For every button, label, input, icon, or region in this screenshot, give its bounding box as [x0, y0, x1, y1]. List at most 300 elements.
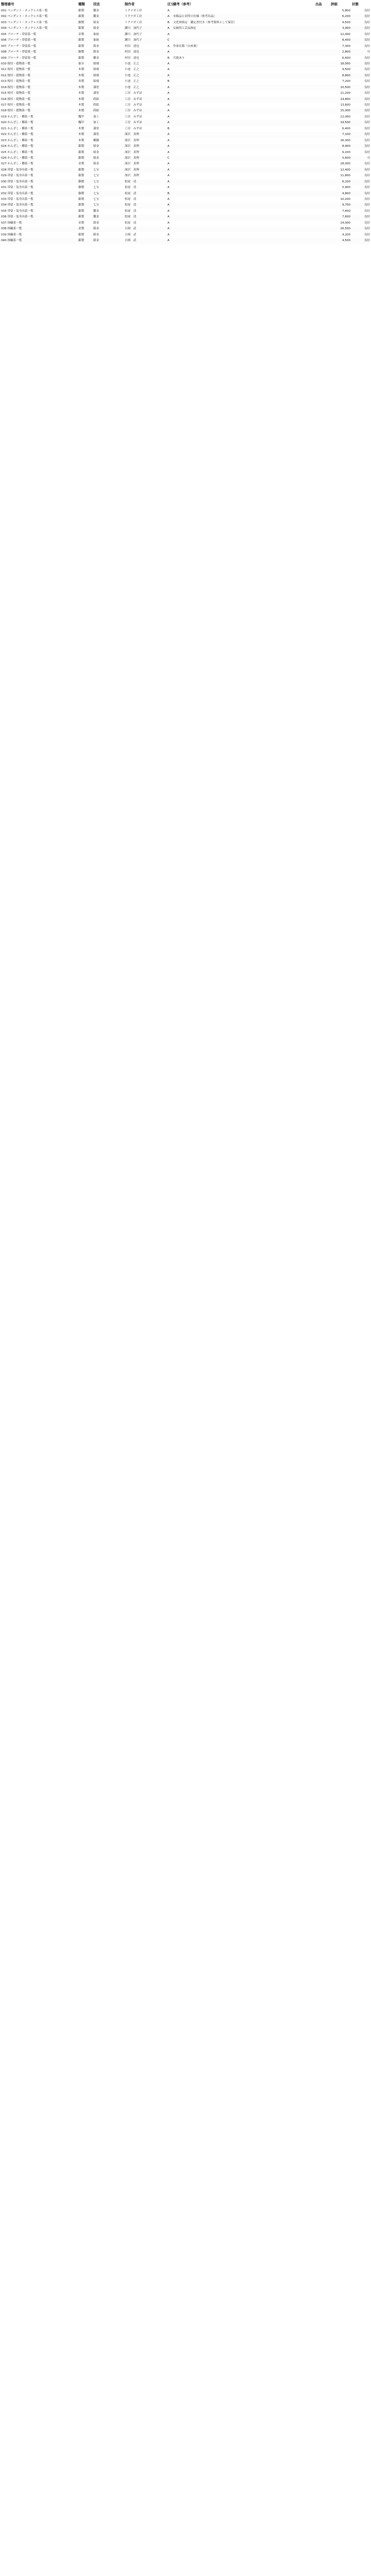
cell-out [315, 232, 330, 238]
cell-cat: 銀製 [78, 44, 85, 48]
cell-out [315, 79, 330, 84]
cell-amt: 22,000 [340, 115, 350, 118]
cell-out [315, 44, 330, 49]
cell-tech: 螺鈿 [93, 139, 99, 142]
cell-ship: 良好 [364, 198, 370, 201]
cell-cat: 銀製 [78, 39, 85, 42]
cell-out [315, 238, 330, 244]
cell-cat: 木製 [78, 92, 85, 95]
cell-place: 松尾 清 [125, 180, 137, 183]
cell-place: 吉岡 武 [125, 239, 137, 243]
cell-amt: 28,000 [340, 162, 350, 166]
cell-place: 松尾 清 [125, 215, 137, 219]
cell-out [315, 156, 330, 161]
cell-cat: 金製 [78, 32, 85, 36]
cell-num: 019 かんざし・櫛系一覧 [1, 115, 33, 118]
cell-reason: C [167, 156, 170, 160]
cell-tech: 彫金 [93, 162, 99, 166]
cell-place: 松尾 清 [125, 198, 137, 201]
cell-tech: 鍛金 [93, 15, 99, 19]
cell-place: 瀬川 加代子 [125, 32, 142, 36]
table-row [0, 67, 371, 73]
header-cat: 種類 [78, 2, 85, 6]
cell-num: 040 指輪系一覧 [1, 239, 22, 243]
cell-cat: 銀製 [78, 27, 85, 30]
table-row [0, 150, 371, 156]
cell-cat: 銀製 [78, 145, 85, 148]
cell-reason: A [167, 15, 170, 19]
cell-out [315, 38, 330, 43]
cell-out [315, 150, 330, 156]
cell-ref [173, 8, 313, 14]
cell-cat: 木製 [78, 127, 85, 130]
cell-cat: 銅製 [78, 21, 85, 24]
table-body [0, 8, 371, 244]
cell-amt: 12,400 [340, 168, 350, 172]
cell-place: 工房 みずほ [125, 97, 142, 101]
cell-reason: A [167, 174, 170, 178]
cell-reason: A [167, 198, 170, 201]
cell-cat: 角製 [78, 80, 85, 83]
cell-ref: 市販品と同等の仕様（参考出品） [173, 15, 216, 19]
cell-ref [173, 91, 313, 96]
cell-amt: 4,500 [342, 21, 350, 24]
cell-tech: 七宝 [93, 198, 99, 201]
cell-amt: 5,900 [342, 186, 350, 190]
table-row [0, 238, 371, 244]
cell-cat: 銀製 [78, 9, 85, 12]
cell-ref [173, 38, 313, 43]
cell-ship: 良好 [364, 227, 370, 231]
cell-tech: 鋳金 [93, 233, 99, 236]
cell-tech: 漆塗 [93, 133, 99, 137]
cell-cat: 木製 [78, 104, 85, 107]
cell-out [315, 226, 330, 232]
cell-ship: 良好 [364, 145, 370, 148]
cell-amt: 7,600 [342, 215, 350, 219]
cell-num: 022 かんざし・櫛系一覧 [1, 133, 33, 137]
cell-cat: 銀製 [78, 198, 85, 201]
cell-ship: 良好 [364, 104, 370, 107]
cell-place: 小池 正之 [125, 74, 139, 77]
cell-reason: A [167, 150, 170, 154]
cell-reason: A [167, 209, 170, 213]
cell-tech: 彫刻 [93, 80, 99, 83]
table-row [0, 144, 371, 149]
cell-reason: A [167, 68, 170, 72]
cell-place: 深沢 真理 [125, 133, 139, 137]
cell-place: 吉岡 武 [125, 233, 137, 236]
cell-ref [173, 73, 313, 79]
cell-reason: A [167, 145, 170, 148]
cell-amt: 2,800 [342, 50, 350, 54]
cell-amt: 10,500 [340, 86, 350, 89]
table-row [0, 49, 371, 55]
cell-place: 小池 正之 [125, 86, 139, 89]
cell-ref [173, 32, 313, 38]
table-row [0, 120, 371, 126]
cell-reason: B [167, 21, 170, 24]
cell-num: 016 根付・提物系一覧 [1, 97, 31, 101]
cell-num: 021 かんざし・櫛系一覧 [1, 127, 33, 130]
cell-ship: 良好 [364, 92, 370, 95]
cell-place: 深沢 真理 [125, 145, 139, 148]
cell-ref: 作家在銘（台座裏） [173, 44, 199, 48]
table-row [0, 138, 371, 144]
cell-num: 032 帯留・装身具系一覧 [1, 192, 33, 195]
cell-reason: A [167, 204, 170, 207]
table-row [0, 167, 371, 173]
cell-place: 吉岡 武 [125, 227, 137, 231]
cell-amt: 5,800 [342, 9, 350, 12]
cell-ref [173, 132, 313, 138]
cell-cat: 木製 [78, 74, 85, 77]
cell-ship: 良好 [364, 168, 370, 172]
cell-cat: 金製 [78, 227, 85, 231]
cell-tech: 彫金 [93, 27, 99, 30]
cell-place: 瀬川 加代子 [125, 39, 142, 42]
cell-place: 深沢 真理 [125, 162, 139, 166]
cell-ship: 良好 [364, 15, 370, 19]
cell-ship: 良好 [364, 215, 370, 219]
cell-ship: 良好 [364, 127, 370, 130]
cell-amt: 4,800 [342, 192, 350, 195]
cell-ref [173, 191, 313, 197]
cell-amt: 11,800 [340, 174, 350, 178]
cell-num: 035 帯留・装身具系一覧 [1, 209, 33, 213]
cell-out [315, 209, 330, 214]
cell-place: 松尾 清 [125, 186, 137, 190]
cell-place: 深沢 真理 [125, 156, 139, 160]
cell-num: 003 ペンダント・ネックレス系一覧 [1, 21, 48, 24]
cell-reason: C [167, 39, 170, 42]
cell-tech: 鋳金 [93, 44, 99, 48]
cell-out [315, 91, 330, 96]
cell-cat: 金製 [78, 221, 85, 225]
cell-amt: 11,200 [340, 92, 350, 95]
cell-num: 026 かんざし・櫛系一覧 [1, 156, 33, 160]
cell-amt: 26,500 [340, 227, 350, 231]
cell-reason: A [167, 44, 170, 48]
cell-ref [173, 85, 313, 91]
cell-ship: 良好 [364, 62, 370, 65]
cell-num: 039 指輪系一覧 [1, 233, 22, 236]
cell-ref [173, 108, 313, 114]
table-row [0, 202, 371, 208]
cell-place: 松尾 清 [125, 204, 137, 207]
cell-place: 松尾 清 [125, 192, 137, 195]
cell-tech: 彫金 [93, 150, 99, 154]
cell-reason: A [167, 121, 170, 125]
cell-ship: 良好 [364, 162, 370, 166]
cell-cat: 銀製 [78, 156, 85, 160]
cell-reason: A [167, 180, 170, 183]
cell-tech: 鍛金 [93, 215, 99, 219]
cell-tech: 鍛金 [93, 209, 99, 213]
cell-reason: A [167, 133, 170, 137]
cell-reason: A [167, 227, 170, 231]
header-out: 出品 [315, 2, 322, 6]
cell-reason: A [167, 168, 170, 172]
table-row [0, 114, 371, 120]
cell-out [315, 73, 330, 79]
cell-tech: 加工 [93, 115, 99, 118]
cell-tech: 彫金 [93, 21, 99, 24]
cell-amt: 24,000 [340, 221, 350, 225]
cell-tech: 鍛金 [93, 56, 99, 60]
cell-place: 工房 みずほ [125, 127, 142, 130]
cell-ref [173, 67, 313, 73]
cell-amt: 6,200 [342, 180, 350, 183]
cell-tech: 蒔絵 [93, 109, 99, 113]
cell-num: 029 帯留・装身具系一覧 [1, 174, 33, 178]
cell-amt: 4,200 [342, 233, 350, 236]
cell-place: 深沢 真理 [125, 168, 139, 172]
cell-out [315, 49, 330, 55]
cell-ref: 文化財指定 鑑定書付き（参考資料として保管） [173, 21, 237, 24]
cell-ref [173, 161, 313, 167]
cell-cat: 銀製 [78, 174, 85, 178]
cell-tech: 鋳金 [93, 227, 99, 231]
cell-ref [173, 103, 313, 108]
cell-ref [173, 97, 313, 103]
header-ref: 備考（参考） [173, 2, 193, 6]
cell-num: 014 根付・提物系一覧 [1, 86, 31, 89]
cell-reason: A [167, 27, 170, 30]
cell-ship: 良好 [364, 109, 370, 113]
cell-out [315, 221, 330, 226]
cell-place: 工房 みずほ [125, 92, 142, 95]
cell-reason: A [167, 221, 170, 225]
cell-num: 006 ブローチ・帯留系一覧 [1, 39, 37, 42]
cell-cat: 象牙 [78, 62, 85, 65]
cell-num: 017 根付・提物系一覧 [1, 104, 31, 107]
table-row [0, 197, 371, 202]
cell-amt: 7,300 [342, 44, 350, 48]
cell-amt: 4,500 [342, 239, 350, 243]
cell-num: 020 かんざし・櫛系一覧 [1, 121, 33, 125]
cell-tech: 七宝 [93, 174, 99, 178]
table-row [0, 61, 371, 67]
table-header [0, 0, 371, 8]
cell-out [315, 126, 330, 132]
cell-reason: A [167, 74, 170, 77]
cell-ship: 良好 [364, 192, 370, 195]
cell-reason: B [167, 192, 170, 195]
cell-reason: A [167, 104, 170, 107]
cell-amt: 7,100 [342, 133, 350, 137]
cell-tech: 象嵌 [93, 39, 99, 42]
cell-ship: 良好 [364, 180, 370, 183]
cell-tech: 漆塗 [93, 86, 99, 89]
cell-reason: B [167, 80, 170, 83]
cell-tech: 七宝 [93, 186, 99, 190]
cell-place: 工房 みずほ [125, 115, 142, 118]
cell-cat: 銀製 [78, 168, 85, 172]
cell-cat: 木製 [78, 97, 85, 101]
cell-out [315, 8, 330, 14]
cell-tech: 七宝 [93, 168, 99, 172]
cell-amt: 3,900 [342, 27, 350, 30]
cell-cat: 木製 [78, 139, 85, 142]
cell-num: 034 帯留・装身具系一覧 [1, 204, 33, 207]
table-row [0, 214, 371, 220]
cell-reason: A [167, 139, 170, 142]
table-row [0, 126, 371, 132]
table-row [0, 209, 371, 214]
cell-ship: 良好 [364, 32, 370, 36]
cell-out [315, 85, 330, 91]
cell-cat: 銀製 [78, 204, 85, 207]
cell-cat: 木製 [78, 68, 85, 72]
table-row [0, 191, 371, 197]
cell-place: 松尾 清 [125, 209, 137, 213]
table-row [0, 179, 371, 185]
cell-amt: 15,000 [340, 109, 350, 113]
cell-cat: 銀製 [78, 209, 85, 213]
cell-num: 036 帯留・装身具系一覧 [1, 215, 33, 219]
cell-ship: 良好 [364, 221, 370, 225]
cell-ref [173, 209, 313, 214]
cell-ref [173, 185, 313, 191]
cell-amt: 7,400 [342, 209, 350, 213]
cell-reason: B [167, 127, 170, 130]
cell-ship: 良好 [364, 27, 370, 30]
cell-place: トクナガ工房 [125, 21, 142, 24]
cell-cat: 銀製 [78, 15, 85, 19]
cell-ship: 可 [367, 156, 370, 160]
cell-tech: 漆塗 [93, 127, 99, 130]
cell-ref [173, 150, 313, 156]
cell-ref [173, 202, 313, 208]
cell-amt: 9,500 [342, 68, 350, 72]
cell-amt: 6,400 [342, 127, 350, 130]
cell-amt: 19,500 [340, 121, 350, 125]
cell-ref: 伝統的工芸品指定 [173, 27, 196, 30]
cell-out [315, 56, 330, 61]
cell-place: 深沢 真理 [125, 139, 139, 142]
cell-num: 033 帯留・装身具系一覧 [1, 198, 33, 201]
cell-ship: 良好 [364, 209, 370, 213]
cell-out [315, 144, 330, 149]
cell-num: 009 ブローチ・帯留系一覧 [1, 56, 37, 60]
cell-reason: A [167, 239, 170, 243]
cell-ship: 良好 [364, 150, 370, 154]
cell-reason: A [167, 92, 170, 95]
table-row [0, 85, 371, 91]
cell-amt: 9,700 [342, 204, 350, 207]
cell-tech: 彫刻 [93, 62, 99, 65]
table-row [0, 103, 371, 108]
cell-ship: 良好 [364, 74, 370, 77]
cell-ship: 良好 [364, 239, 370, 243]
cell-reason: A [167, 109, 170, 113]
cell-tech: 七宝 [93, 204, 99, 207]
cell-ship: 良好 [364, 86, 370, 89]
cell-amt: 5,600 [342, 156, 350, 160]
cell-tech: 鋳金 [93, 239, 99, 243]
cell-amt: 9,200 [342, 150, 350, 154]
cell-reason: B [167, 56, 170, 60]
cell-ref [173, 126, 313, 132]
table-row [0, 44, 371, 49]
cell-out [315, 120, 330, 126]
cell-amt: 16,300 [340, 139, 350, 142]
table-row [0, 226, 371, 232]
cell-num: 023 かんざし・櫛系一覧 [1, 139, 33, 142]
cell-ref [173, 238, 313, 244]
cell-place: トクナガ工房 [125, 9, 142, 12]
cell-tech: 鋳金 [93, 50, 99, 54]
cell-place: 村田 達也 [125, 44, 139, 48]
cell-ship: 良好 [364, 133, 370, 137]
cell-num: 002 ペンダント・ネックレス系一覧 [1, 15, 48, 19]
cell-cat: 銅製 [78, 50, 85, 54]
cell-num: 038 指輪系一覧 [1, 227, 22, 231]
cell-num: 001 ペンダント・ネックレス系一覧 [1, 9, 48, 12]
cell-place: 深沢 真理 [125, 174, 139, 178]
table-row [0, 73, 371, 79]
cell-cat: 木製 [78, 109, 85, 113]
cell-tech: 漆塗 [93, 92, 99, 95]
cell-ref: 共箱あり [173, 56, 185, 60]
header-reason: 区分 [167, 2, 174, 6]
cell-num: 005 ブローチ・帯留系一覧 [1, 32, 37, 36]
cell-reason: A [167, 62, 170, 65]
cell-ship: 可 [367, 50, 370, 54]
inventory-sheet [0, 0, 371, 244]
cell-ship: 良好 [364, 121, 370, 125]
cell-tech: 七宝 [93, 192, 99, 195]
cell-ship: 良好 [364, 56, 370, 60]
cell-cat: 銅製 [78, 186, 85, 190]
cell-ref [173, 49, 313, 55]
cell-ref [173, 156, 313, 161]
header-place: 制作者 [125, 2, 135, 6]
cell-ref [173, 221, 313, 226]
cell-num: 024 かんざし・櫛系一覧 [1, 145, 33, 148]
cell-out [315, 167, 330, 173]
cell-out [315, 67, 330, 73]
cell-amt: 13,600 [340, 104, 350, 107]
cell-out [315, 14, 330, 20]
header-tech: 技法 [93, 2, 100, 6]
cell-ship: 良好 [364, 80, 370, 83]
table-row [0, 38, 371, 43]
cell-ship: 良好 [364, 39, 370, 42]
cell-reason: A [167, 86, 170, 89]
cell-reason: A [167, 162, 170, 166]
table-row [0, 173, 371, 179]
cell-out [315, 97, 330, 103]
cell-out [315, 61, 330, 67]
table-row [0, 161, 371, 167]
cell-ship: 良好 [364, 204, 370, 207]
cell-reason: A [167, 215, 170, 219]
table-row [0, 91, 371, 96]
cell-place: 工房 みずほ [125, 104, 142, 107]
cell-amt: 14,800 [340, 97, 350, 101]
cell-num: 018 根付・提物系一覧 [1, 109, 31, 113]
cell-amt: 10,200 [340, 198, 350, 201]
table-row [0, 79, 371, 84]
table-row [0, 221, 371, 226]
cell-out [315, 132, 330, 138]
cell-tech: 彫刻 [93, 74, 99, 77]
table-row [0, 97, 371, 103]
cell-out [315, 179, 330, 185]
cell-out [315, 26, 330, 31]
